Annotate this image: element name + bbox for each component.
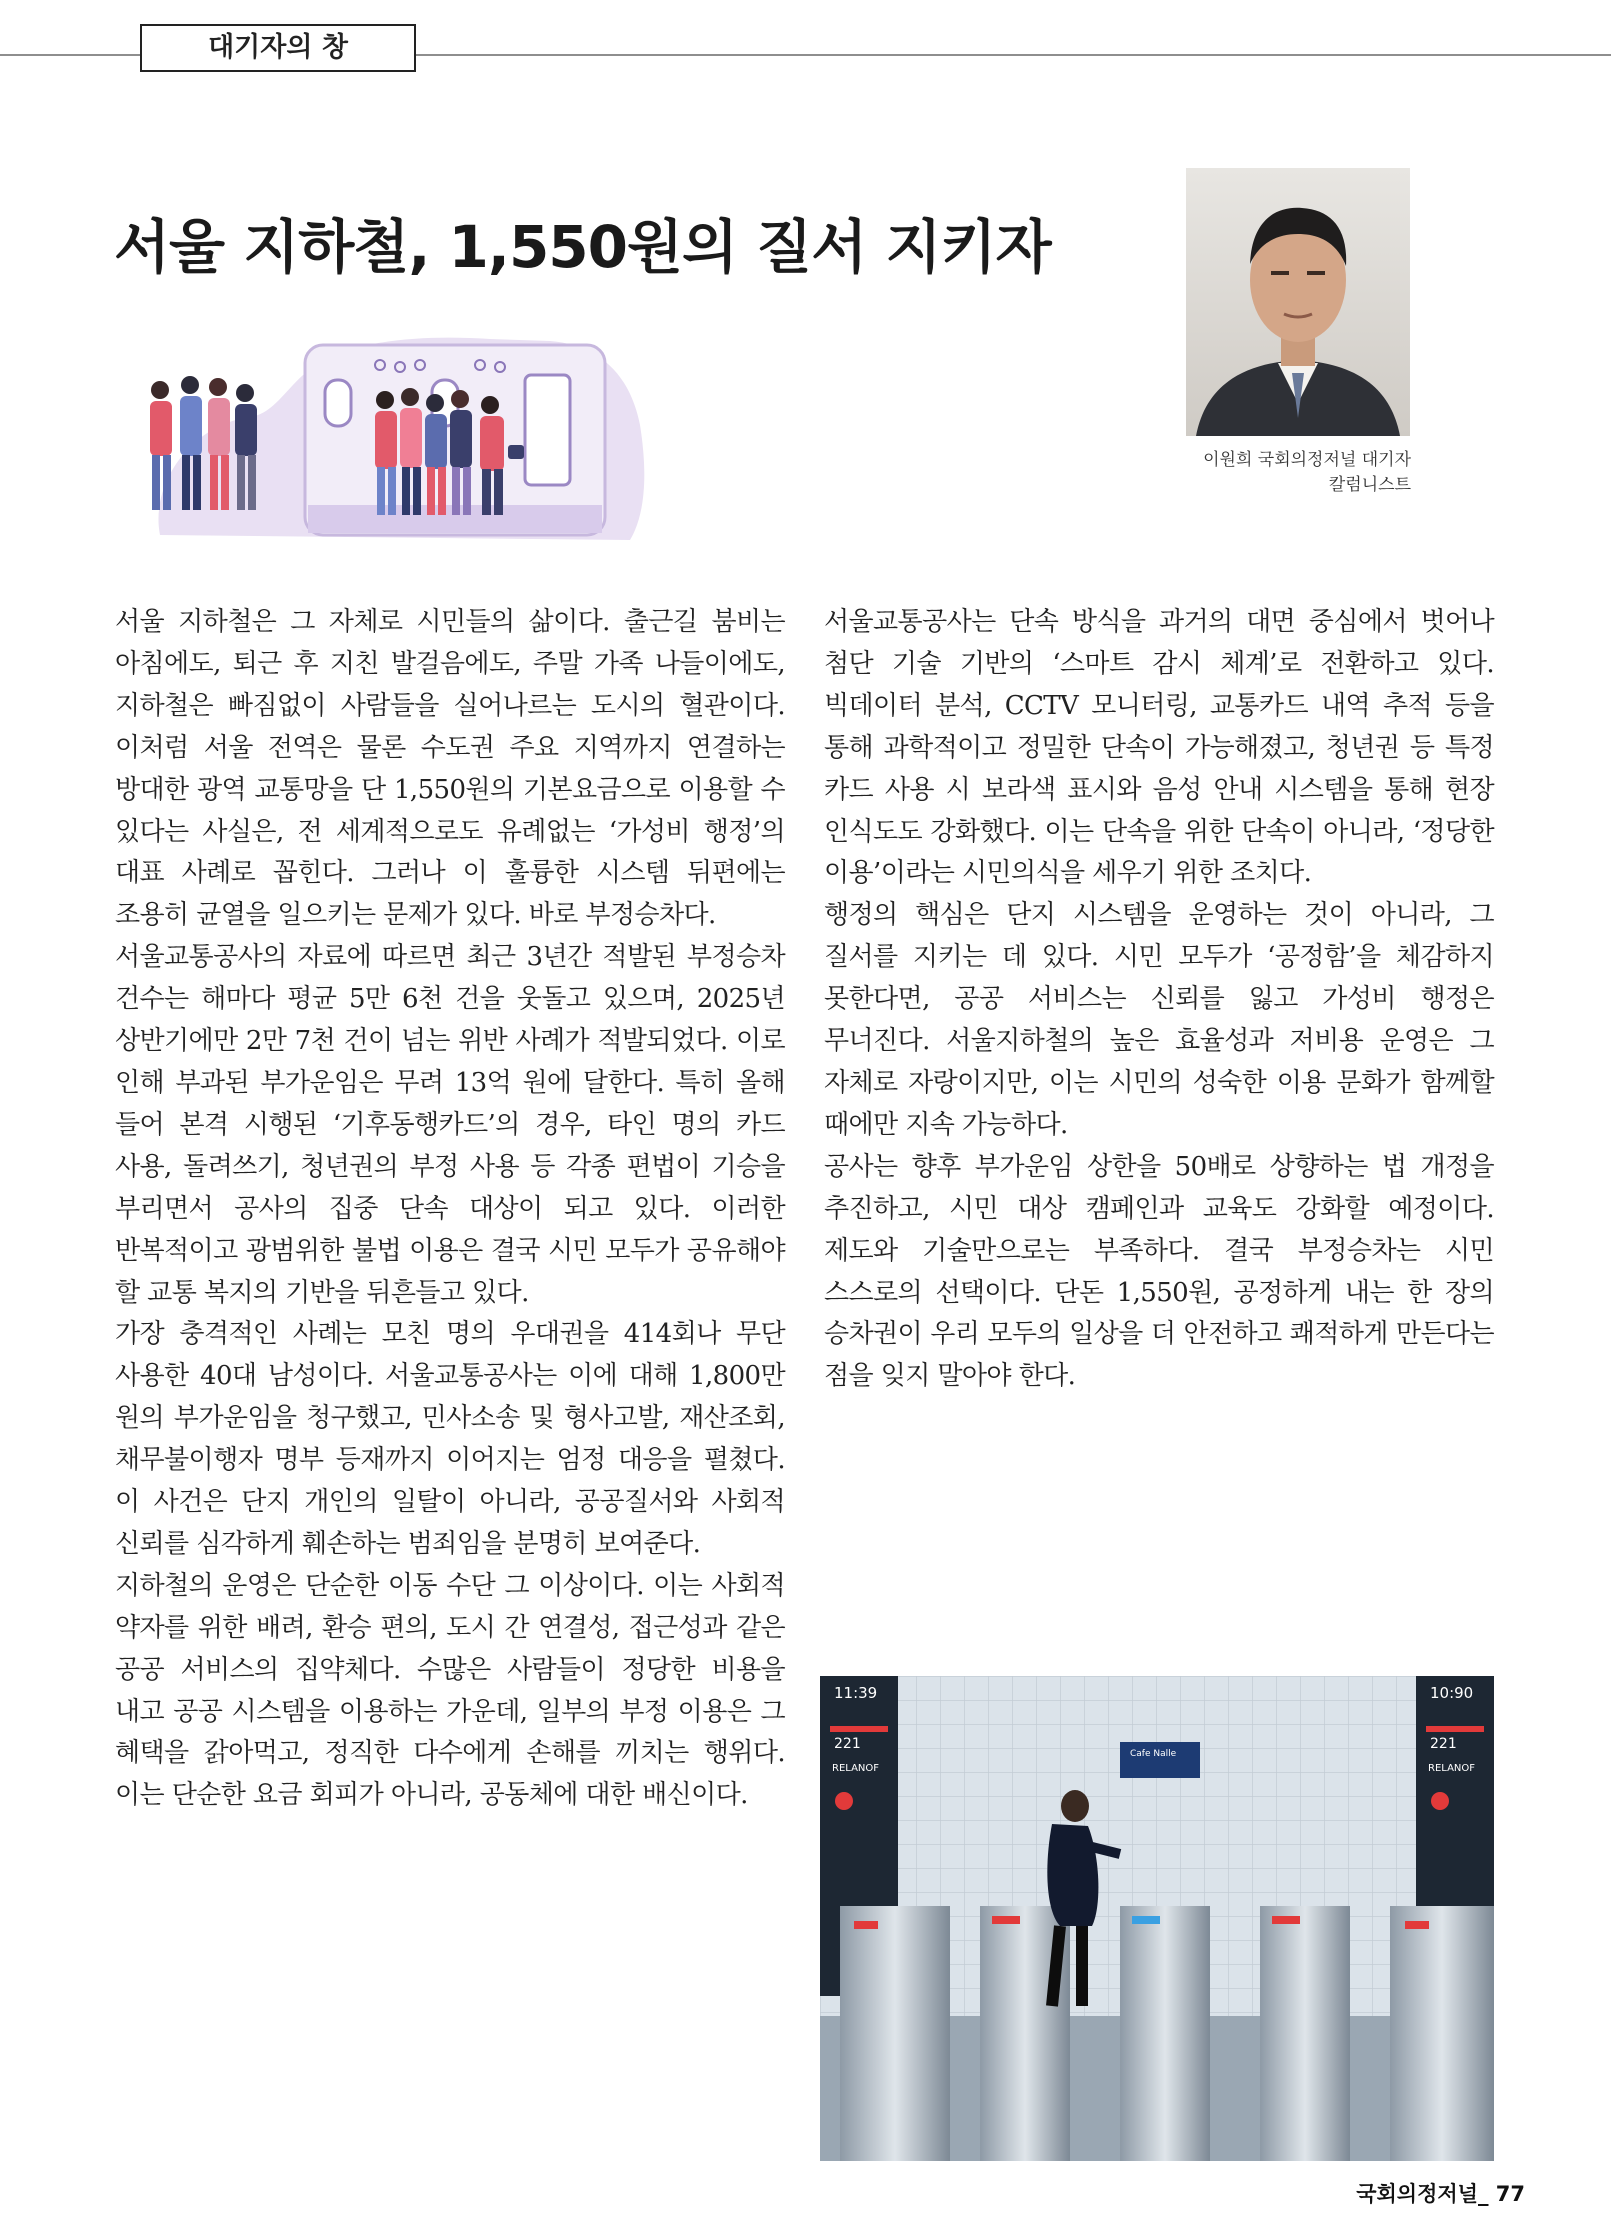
body-paragraph: 서울교통공사의 자료에 따르면 최근 3년간 적발된 부정승차 건수는 해마다 평균 5만 6천 건을 웃돌고 있으며, 2025년 상반기에만 2만 7천 건이 넘는 위반 사례가 적발되었다. 이로 인해 부과된 부가운임은 무려 13억 원에 달한다. 특히 올해 들어 본격 시행된 ‘기후동행카드’의 경우, 타인 명의 카드 사용, 돌려쓰기, 청년권의 부정 사용 등 각종 편법이 기승을 부리면서 공사의 집중 단속 대상이 되고 있다. 이러한 반복적이고 광범위한 불법 이용은 결국 시민 모두가 공유해야 할 교통 복지의 기반을 뒤흔들고 있다. (115, 942, 785, 1308)
body-paragraph: 지하철의 운영은 단순한 이동 수단 그 이상이다. 이는 사회적 약자를 위한 배려, 환승 편의, 도시 간 연결성, 접근성과 같은 공공 서비스의 집약체다. 수많은 사람들이 정당한 비용을 내고 공공 시스템을 이용하는 가운데, 일부의 부정 이용은 그 혜택을 갉아먹고, 정직한 다수에게 손해를 끼치는 행위다. 이는 단순한 요금 회피가 아니라, 공동체에 대한 배신이다. (115, 1570, 785, 1811)
screen-right-brand: RELANOF (1428, 1763, 1476, 1774)
screen-left-number: 221 (834, 1736, 861, 1752)
body-paragraph: 가장 충격적인 사례는 모친 명의 우대권을 414회나 무단 사용한 40대 남성이다. 서울교통공사는 이에 대해 1,800만 원의 부가운임을 청구했고, 민사소송 및 형사고발, 재산조회, 채무불이행자 명부 등재까지 이어지는 엄정 대응을 펼쳤다. 이 사건은 단지 개인의 일탈이 아니라, 공공질서와 사회적 신뢰를 심각하게 훼손하는 범죄임을 분명히 보여준다. (115, 1319, 785, 1559)
article-title: 서울 지하철, 1,550원의 질서 지키자 (114, 213, 1051, 281)
journal-name: 국회의정저널_ (1356, 2182, 1489, 2206)
body-paragraph: 공사는 향후 부가운임 상한을 50배로 상향하는 법 개정을 추진하고, 시민 대상 캠페인과 교육도 강화할 예정이다. 제도와 기술만으로는 부족하다. 결국 부정승차는 시민 스스로의 선택이다. 단돈 1,550원, 공정하게 내는 한 장의 승차권이 우리 모두의 일상을 더 안전하고 쾌적하게 만든다는 점을 잊지 말아야 한다. (824, 1151, 1494, 1392)
author-portrait-photo (1186, 168, 1410, 436)
page-footer (1356, 2178, 1525, 2208)
author-caption (1203, 448, 1411, 498)
author-name-caption: 이원희 국회의정저널 대기자 (1203, 450, 1411, 470)
body-paragraph: 서울 지하철은 그 자체로 시민들의 삶이다. 출근길 붐비는 아침에도, 퇴근 후 지친 발걸음에도, 주말 가족 나들이에도, 지하철은 빠짐없이 사람들을 실어나르는 도시의 혈관이다. 이처럼 서울 전역은 물론 수도권 주요 지역까지 연결하는 방대한 광역 교통망을 단 1,550원의 기본요금으로 이용할 수 있다는 사실은, 전 세계적으로도 유례없는 ‘가성비 행정’의 대표 사례로 꼽힌다. 그러나 이 훌륭한 시스템 뒤편에는 조용히 균열을 일으키는 문제가 있다. 바로 부정승차다. (115, 607, 785, 931)
body-paragraph: 서울교통공사는 단속 방식을 과거의 대면 중심에서 벗어나 첨단 기술 기반의 ‘스마트 감시 체계’로 전환하고 있다. 빅데이터 분석, CCTV 모니터링, 교통카드 내역 추적 등을 통해 과학적이고 정밀한 단속이 가능해졌고, 청년권 등 특정 카드 사용 시 보라색 표시와 음성 안내 시스템을 통해 현장 인식도도 강화했다. 이는 단속을 위한 단속이 아니라, ‘정당한 이용’이라는 시민의식을 세우기 위한 조치다. (824, 607, 1494, 889)
author-role-caption: 칼럼니스트 (1328, 475, 1411, 495)
article-column-right (824, 602, 1494, 1398)
body-paragraph: 행정의 핵심은 단지 시스템을 운영하는 것이 아니라, 그 질서를 지키는 데 있다. 시민 모두가 ‘공정함’을 체감하지 못한다면, 공공 서비스는 신뢰를 잃고 가성비 행정은 무너진다. 서울지하철의 높은 효율성과 저비용 운영은 그 자체로 자랑이지만, 이는 시민의 성숙한 이용 문화가 함께할 때에만 지속 가능하다. (824, 900, 1494, 1140)
screen-right-time: 10:90 (1430, 1684, 1474, 1702)
article-column-left (115, 602, 785, 1817)
subway-gate-photo (820, 1676, 1494, 2161)
center-sign: Cafe Nalle (1130, 1749, 1177, 1759)
screen-left-time: 11:39 (834, 1684, 878, 1702)
page-number: 77 (1495, 2182, 1525, 2206)
section-tag: 대기자의 창 (140, 24, 416, 72)
screen-left-brand: RELANOF (832, 1763, 880, 1774)
screen-right-number: 221 (1430, 1736, 1457, 1752)
subway-illustration (130, 305, 650, 545)
